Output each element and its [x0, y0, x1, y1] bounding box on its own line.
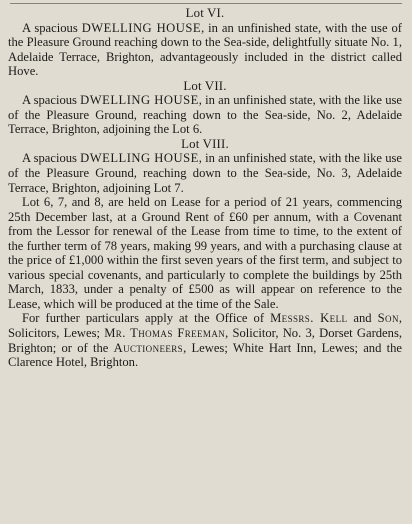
- particulars-name-2: Son: [377, 311, 399, 326]
- particulars-text-2: and: [347, 311, 378, 326]
- lot-8-caps: DWELLING HOUSE: [80, 151, 199, 166]
- lot-7-title: Lot VII.: [183, 78, 227, 93]
- particulars-text-5: , Lewes; White Hart Inn, Lewes; and the Clarence Hotel, Brighton.: [8, 340, 402, 370]
- top-rule: [10, 3, 402, 4]
- lot-7-description: [8, 93, 402, 137]
- particulars-text-4: , Solicitor, No. 3, Dorset Gardens, Brighton; or of the: [8, 326, 402, 355]
- lot-6-text-a: A spacious: [22, 20, 82, 35]
- lot-8-title: Lot VIII.: [181, 136, 229, 151]
- lot-6-caps: DWELLING HOUSE: [81, 20, 202, 35]
- lot-7-caps: DWELLING HOUSE: [80, 93, 199, 108]
- particulars-name-3: Mr. Thomas Freeman: [104, 326, 226, 341]
- lot-8-text-a: A spacious: [22, 151, 81, 166]
- advertisement-column: [8, 6, 402, 370]
- lot-6-text-b: , in an unfinished state, with the use of the Pleasure Ground reaching down to the Sea-side, delightfully situate No. 1, Adelaide Terrace, Brighton, advantageously included in the district called Hove.: [8, 20, 402, 79]
- lot-8-text-b: , in an unfinished state, with the like use of the Pleasure Ground, reaching down to the Sea-side, No. 3, Adelaide Terrace, Brighton, adjoining Lot 7.: [8, 151, 402, 195]
- particulars-text-3: , Solicitors, Lewes;: [8, 311, 402, 341]
- particulars-name-4: Auctioneers: [113, 340, 184, 355]
- further-particulars-paragraph: [8, 311, 402, 369]
- lot-7-text-a: A spacious: [22, 93, 81, 108]
- lease-terms-paragraph: Lot 6, 7, and 8, are held on Lease for a period of 21 years, commencing 25th December last, at a Ground Rent of £60 per annum, with a Covenant from the Lessor for renewal of the Lease from time to time, to the extent of the further term of 78 years, making 99 years, and with a purchasing clause at the price of £1,000 within the first seven years of the first term, and subject to various special covenants, and particularly to complete the buildings by 25th March, 1833, under a penalty of £500 as will appear on reference to the Lease, which will be produced at the time of the Sale.: [8, 195, 402, 311]
- lot-7-text-b: , in an unfinished state, with the like use of the Pleasure Ground, reaching down to the Sea-side, No. 2, Adelaide Terrace, Brighton, adjoining the Lot 6.: [8, 93, 402, 137]
- lot-6-title: Lot VI.: [185, 6, 225, 20]
- lot-8-description: [8, 151, 402, 195]
- particulars-text-1: For further particulars apply at the Office of: [22, 311, 271, 326]
- lot-6-description: [8, 21, 402, 79]
- particulars-name-1: Messrs. Kell: [270, 311, 348, 326]
